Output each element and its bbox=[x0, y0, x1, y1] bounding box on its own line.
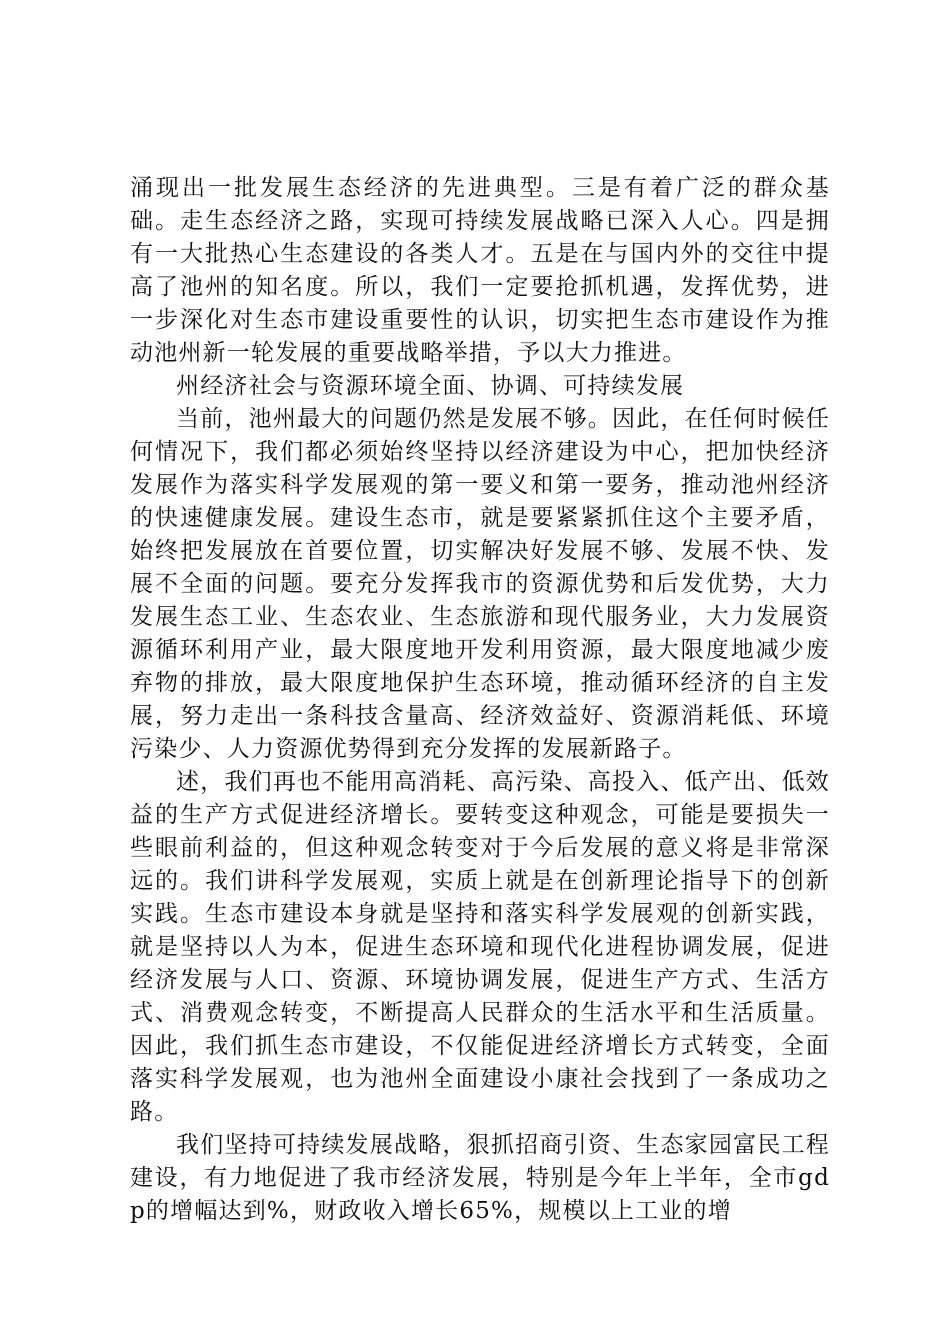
paragraph-1: 涌现出一批发展生态经济的先进典型。三是有着广泛的群众基础。走生态经济之路，实现可持续发展战略已深入人心。四是拥有一大批热心生态建设的各类人才。五是在与国内外的交往中提高了池州的知名度。所以，我们一定要抢抓机遇，发挥优势，进一步深化对生态市建设重要性的认识，切实把生态市建设作为推动池州新一轮发展的重要战略举措，予以大力推进。 bbox=[130, 175, 830, 366]
document-body bbox=[130, 172, 830, 1228]
paragraph-5: 我们坚持可持续发展战略，狠抓招商引资、生态家园富民工程建设，有力地促进了我市经济发展，特别是今年上半年，全市gdp的增幅达到%，财政收入增长65%，规模以上工业的增 bbox=[130, 1132, 830, 1224]
paragraph-2: 州经济社会与资源环境全面、协调、可持续发展 bbox=[176, 373, 685, 399]
paragraph-4: 述，我们再也不能用高消耗、高污染、高投入、低产出、低效益的生产方式促进经济增长。要转变这种观念，可能是要损失一些眼前利益的，但这种观念转变对于今后发展的意义将是非常深远的。我们讲科学发展观，实质上就是在创新理论指导下的创新实践。生态市建设本身就是坚持和落实科学发展观的创新实践，就是坚持以人为本，促进生态环境和现代化进程协调发展，促进经济发展与人口、资源、环境协调发展，促进生产方式、生活方式、消费观念转变，不断提高人民群众的生活水平和生活质量。因此，我们抓生态市建设，不仅能促进经济增长方式转变，全面落实科学发展观，也为池州全面建设小康社会找到了一条成功之路。 bbox=[130, 769, 830, 1125]
paragraph-3: 当前，池州最大的问题仍然是发展不够。因此，在任何时候任何情况下，我们都必须始终坚持以经济建设为中心，把加快经济发展作为落实科学发展观的第一要义和第一要务，推动池州经济的快速健康发展。建设生态市，就是要紧紧抓住这个主要矛盾，始终把发展放在首要位置，切实解决好发展不够、发展不快、发展不全面的问题。要充分发挥我市的资源优势和后发优势，大力发展生态工业、生态农业、生态旅游和现代服务业，大力发展资源循环利用产业，最大限度地开发利用资源，最大限度地减少废弃物的排放，最大限度地保护生态环境，推动循环经济的自主发展，努力走出一条科技含量高、经济效益好、资源消耗低、环境污染少、人力资源优势得到充分发挥的发展新路子。 bbox=[130, 406, 830, 762]
